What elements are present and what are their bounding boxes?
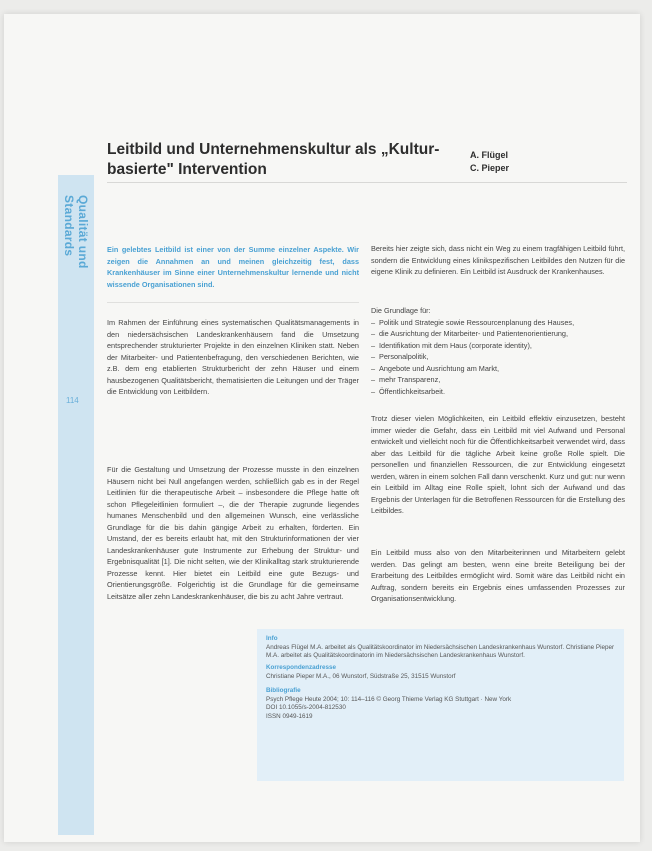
right-paragraph-1 — [371, 243, 625, 278]
paragraph-text: Bereits hier zeigte sich, dass nicht ein Weg zu einem tragfähigen Leitbild führt, sondern die Entwicklung eines klinikspezifischen Leitbildes den Nutzen für die eigene Klinik zu definieren. Ein Leitbild ist Ausdruck der Krankenhauses. — [371, 244, 625, 276]
author-list — [470, 149, 509, 175]
paragraph-text: Für die Gestaltung und Umsetzung der Prozesse musste in den einzelnen Häusern nicht bei Null angefangen werden, schließlich gab es in der Regel Leitlinien für die therapeutische Arbeit – insbesondere die Pflege hatte oft schon Pflegeleitlinien formuliert –, die der Therapie zugrunde liegendes humanes Menschenbild und den allgemeinen Wunsch, eine verlässliche Grundlage für die bis dahin gängige Arbeit zu erhalten, förderten. Ein Umstand, der es bereits erlaubt hat, mit den Strukturinformationen der vier Landeskrankenhäuser gute Instrumente zur Erhebung der Struktur- und Ergebnisqualität [1]. Die nicht selten, wie der Klinikalltag stark strukturierende Prozesse kennt. Hier bietet ein Leitbild eine gute Bezugs- und Orientierungsgröße. Folgerichtig ist die Grundlage für die gemeinsame Leitsätze aller zehn Landeskrankenhäuser, die bis zu acht Jahre vertraut. — [107, 465, 359, 601]
list-item: – Identifikation mit dem Haus (corporate identity), — [371, 340, 625, 352]
info-block — [266, 635, 616, 661]
address-text: Christiane Pieper M.A., 06 Wunstorf, Südstraße 25, 31515 Wunstorf — [266, 672, 456, 680]
basis-list — [371, 305, 625, 397]
bibliography-heading: Bibliografie — [266, 687, 301, 694]
list-item: – Angebote und Ausrichtung am Markt, — [371, 363, 625, 375]
paragraph-text: Im Rahmen der Einführung eines systematischen Qualitätsmanagements in den niedersächsischen Landeskrankenhäusern fand die Umsetzung entsprechender strukturierter Projekte in den einzelnen Kliniken statt. Neben der Mitarbeiter- und Patientenbefragung, den verschiedenen Berichten, wie z.B. dem eng etablierten Strukturbericht der zehn Häuser und einem hausbezogenen Qualitätsbericht, thematisierten die Leitungen und der Träger die Entwicklung von Leitbildern. — [107, 318, 359, 396]
left-paragraph-2 — [107, 464, 359, 602]
paragraph-text: Ein Leitbild muss also von den Mitarbeiterinnen und Mitarbeitern gelebt werden. Das gelingt am besten, wenn eine breite Beteiligung bei der Erarbeitung des Leitbildes ermöglicht wird. Somit wäre das Leitbild nicht ein Auftrag, sondern bereits ein Ergebnis eines umfassenden Prozesses zur Organisationsentwicklung. — [371, 548, 625, 603]
paragraph-text: Trotz dieser vielen Möglichkeiten, ein Leitbild effektiv einzusetzen, besteht immer wieder die Gefahr, dass ein Leitbild mit viel Aufwand und Personal entwickelt und vielleicht noch für die Öffentlichkeitsarbeit verwendet wird, dass aber das Leitbild für die tägliche Arbeit keine große Rolle spielt. Die personellen und finanziellen Ressourcen, die zur Entwicklung eingesetzt werden, wären in einem solchen Fall dann verschenkt. Kurz und gut: nur wenn ein Leitbild im Alltag eine Rolle spielt, lohnt sich der Aufwand und das Ergebnis der Unterlagen für die Betroffenen Ressourcen für die Erstellung des Leitbildes. — [371, 414, 625, 515]
list-item: – die Ausrichtung der Mitarbeiter- und Patientenorientierung, — [371, 328, 625, 340]
author-1: A. Flügel — [470, 150, 508, 160]
info-heading: Info — [266, 635, 278, 642]
address-heading: Korrespondenzadresse — [266, 664, 336, 671]
abstract-divider — [107, 302, 359, 303]
info-box — [257, 629, 624, 781]
doi-text: DOI 10.1055/s-2004-812530 — [266, 704, 346, 711]
article-title: Leitbild und Unternehmenskultur als „Kultur-basierte" Intervention — [107, 141, 440, 178]
author-2: C. Pieper — [470, 163, 510, 173]
bibliography-text: Psych Pflege Heute 2004; 10: 114–116 © Georg Thieme Verlag KG Stuttgart · New York — [266, 695, 512, 703]
list-item: – Politik und Strategie sowie Ressourcenplanung des Hauses, — [371, 317, 625, 329]
list-item: – Öffentlichkeitsarbeit. — [371, 386, 625, 398]
issn-text: ISSN 0949-1619 — [266, 712, 313, 720]
left-paragraph-1 — [107, 317, 359, 398]
title-divider — [107, 182, 627, 183]
bibliography-block — [266, 687, 616, 721]
list-intro: Die Grundlage für: — [371, 306, 431, 315]
list-item: – Personalpolitik, — [371, 351, 625, 363]
address-block — [266, 664, 616, 681]
abstract: Ein gelebtes Leitbild ist einer von der Summe einzelner Aspekte. Wir zeigen die Annahmen an und meinen gleichzeitig fest, dass Krankenhäuser im Sinne einer Unternehmenskultur lernende und nicht wissende Organisationen sind. — [107, 245, 359, 289]
section-label: Qualität und Standards — [62, 195, 90, 269]
page-number: 114 — [66, 396, 79, 405]
info-text: Andreas Flügel M.A. arbeitet als Qualitätskoordinator im Niedersächsischen Landeskrankenhaus Wunstorf. Christiane Pieper M.A. arbeitet als Qualitätskoordinatorin im Niedersächsischen Landeskrankenhaus Wunstorf. — [266, 643, 615, 659]
right-paragraph-2 — [371, 413, 625, 517]
right-paragraph-3 — [371, 547, 625, 605]
list-item: – mehr Transparenz, — [371, 374, 625, 386]
